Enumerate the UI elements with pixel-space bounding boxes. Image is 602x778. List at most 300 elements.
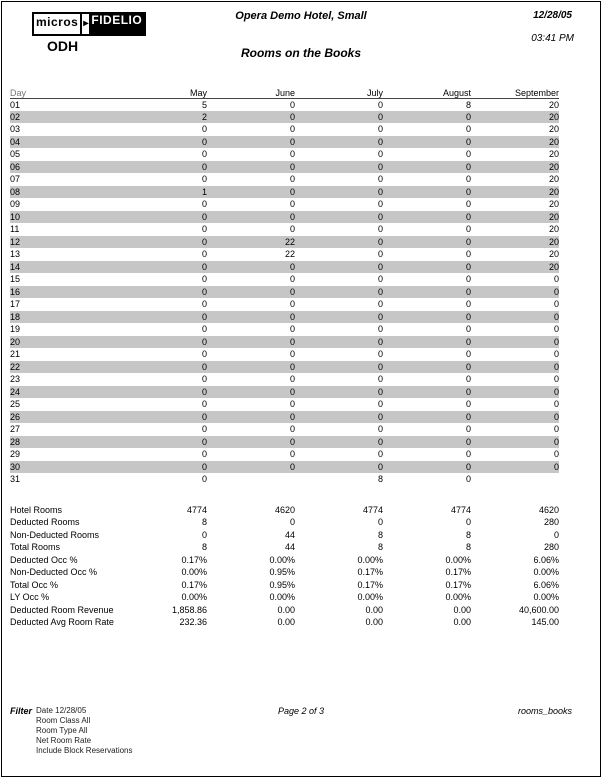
summary-label-cell: Deducted Occ %: [10, 554, 78, 565]
summary-label-cell: Hotel Rooms: [10, 504, 63, 515]
summary-label-cell: Total Occ %: [10, 579, 59, 590]
value-cell: 20: [548, 249, 559, 260]
value-cell: 0: [377, 374, 383, 385]
summary-value-cell: 0.00%: [533, 567, 559, 578]
summary-label-cell: Deducted Room Revenue: [10, 604, 114, 615]
summary-value-cell: 0.00%: [533, 592, 559, 603]
day-cell: 14: [10, 261, 21, 272]
value-cell: 0: [377, 386, 383, 397]
value-cell: 20: [548, 224, 559, 235]
day-cell: 20: [10, 336, 21, 347]
value-cell: 0: [465, 186, 471, 197]
day-cell: 01: [10, 99, 21, 110]
value-cell: 0: [465, 449, 471, 460]
value-cell: 0: [377, 449, 383, 460]
value-cell: 0: [201, 436, 207, 447]
value-cell: 0: [465, 199, 471, 210]
value-cell: 0: [465, 374, 471, 385]
value-cell: 0: [201, 449, 207, 460]
summary-value-cell: 4774: [186, 504, 207, 515]
value-cell: 0: [201, 424, 207, 435]
value-cell: 0: [201, 174, 207, 185]
value-cell: 0: [465, 286, 471, 297]
value-cell: 0: [201, 149, 207, 160]
value-cell: 0: [201, 311, 207, 322]
table-row: [10, 336, 559, 349]
summary-value-cell: 0: [465, 517, 471, 528]
value-cell: 0: [201, 261, 207, 272]
day-cell: 11: [10, 224, 20, 235]
day-cell: 18: [10, 311, 21, 322]
value-cell: 0: [289, 336, 295, 347]
value-cell: 0: [201, 211, 207, 222]
table-row: [10, 398, 559, 411]
value-cell: 0: [201, 386, 207, 397]
value-cell: 0: [465, 299, 471, 310]
value-cell: 0: [289, 186, 295, 197]
value-cell: 0: [553, 449, 559, 460]
filter-line: Net Room Rate: [36, 736, 92, 745]
summary-value-cell: 8: [201, 517, 207, 528]
value-cell: 0: [377, 286, 383, 297]
value-cell: 0: [201, 299, 207, 310]
summary-row: [10, 579, 559, 592]
value-cell: 0: [289, 386, 295, 397]
value-cell: 0: [289, 136, 295, 147]
value-cell: 0: [289, 449, 295, 460]
table-row: [10, 436, 559, 449]
table-header-row: [10, 84, 559, 98]
value-cell: 0: [289, 99, 295, 110]
summary-label-cell: Deducted Rooms: [10, 517, 80, 528]
value-cell: 0: [553, 361, 559, 372]
table-row: [10, 473, 559, 486]
summary-label-cell: LY Occ %: [10, 592, 50, 603]
column-header-may: May: [119, 84, 207, 98]
summary-value-cell: 0.00%: [357, 592, 383, 603]
value-cell: 0: [201, 224, 207, 235]
value-cell: 0: [465, 174, 471, 185]
filter-line: Room Type All: [36, 726, 88, 735]
day-cell: 29: [10, 449, 21, 460]
table-row: [10, 361, 559, 374]
report-header: [2, 2, 600, 84]
value-cell: 2: [201, 111, 207, 122]
value-cell: 0: [289, 424, 295, 435]
property-code: ODH: [47, 38, 79, 54]
value-cell: 0: [201, 236, 207, 247]
value-cell: 0: [465, 136, 471, 147]
value-cell: 0: [289, 124, 295, 135]
value-cell: 20: [548, 261, 559, 272]
logo-arrow-icon: ▸: [82, 12, 89, 36]
day-cell: 02: [10, 111, 21, 122]
table-row: [10, 173, 559, 186]
day-cell: 21: [10, 349, 21, 360]
value-cell: 20: [548, 136, 559, 147]
value-cell: 0: [377, 336, 383, 347]
value-cell: 0: [553, 399, 559, 410]
value-cell: 0: [553, 311, 559, 322]
value-cell: 5: [201, 99, 207, 110]
value-cell: 0: [465, 311, 471, 322]
value-cell: 0: [377, 299, 383, 310]
value-cell: 0: [289, 211, 295, 222]
rooms-table: [10, 84, 559, 486]
table-row: [10, 286, 559, 299]
value-cell: 0: [553, 436, 559, 447]
summary-row: [10, 541, 559, 554]
value-cell: 0: [201, 161, 207, 172]
value-cell: 0: [377, 461, 383, 472]
value-cell: 0: [201, 399, 207, 410]
table-row: [10, 198, 559, 211]
hotel-name: Opera Demo Hotel, Small: [235, 10, 367, 22]
summary-value-cell: 0: [289, 517, 295, 528]
value-cell: 0: [201, 249, 207, 260]
table-row: [10, 148, 559, 161]
value-cell: 0: [377, 161, 383, 172]
summary-table: [10, 504, 559, 629]
value-cell: 0: [465, 249, 471, 260]
summary-value-cell: 4620: [538, 504, 559, 515]
table-row: [10, 211, 559, 224]
value-cell: [471, 473, 559, 486]
value-cell: 0: [377, 111, 383, 122]
value-cell: 0: [377, 261, 383, 272]
table-row: [10, 461, 559, 474]
filter-label: Filter: [10, 706, 33, 716]
value-cell: 0: [465, 461, 471, 472]
page-number: Page 2 of 3: [277, 706, 325, 716]
value-cell: 0: [201, 274, 207, 285]
value-cell: 0: [465, 211, 471, 222]
value-cell: 0: [377, 224, 383, 235]
table-row: [10, 123, 559, 136]
value-cell: 0: [289, 399, 295, 410]
value-cell: 0: [553, 324, 559, 335]
value-cell: 20: [548, 236, 559, 247]
report-title: Rooms on the Books: [240, 46, 361, 60]
summary-row: [10, 516, 559, 529]
day-cell: 17: [10, 299, 21, 310]
summary-value-cell: 145.00: [531, 617, 559, 628]
value-cell: 0: [201, 286, 207, 297]
summary-value-cell: 0.17%: [181, 579, 207, 590]
summary-row: [10, 504, 559, 517]
value-cell: 0: [201, 461, 207, 472]
value-cell: 20: [548, 124, 559, 135]
summary-value-cell: 40,600.00: [518, 604, 559, 615]
summary-row: [10, 591, 559, 604]
value-cell: 1: [201, 186, 207, 197]
table-row: [10, 98, 559, 111]
summary-value-cell: 8: [465, 542, 471, 553]
value-cell: 20: [548, 161, 559, 172]
day-cell: 16: [10, 286, 21, 297]
value-cell: 0: [377, 186, 383, 197]
value-cell: 0: [553, 299, 559, 310]
summary-value-cell: 0.00: [365, 617, 383, 628]
table-row: [10, 448, 559, 461]
column-header-september: September: [471, 84, 559, 98]
table-row: [10, 136, 559, 149]
value-cell: 20: [548, 199, 559, 210]
value-cell: 0: [465, 236, 471, 247]
logo-micros-text: micros: [32, 12, 82, 36]
value-cell: 0: [289, 161, 295, 172]
day-cell: 09: [10, 199, 21, 210]
report-time: 03:41 PM: [531, 33, 574, 44]
summary-value-cell: 44: [284, 529, 295, 540]
value-cell: 0: [377, 99, 383, 110]
day-cell: 30: [10, 461, 21, 472]
day-cell: 26: [10, 411, 21, 422]
value-cell: 0: [289, 224, 295, 235]
value-cell: 20: [548, 186, 559, 197]
summary-row: [10, 604, 559, 617]
summary-value-cell: 4774: [362, 504, 383, 515]
value-cell: 0: [377, 136, 383, 147]
value-cell: 0: [289, 261, 295, 272]
value-cell: 0: [465, 274, 471, 285]
value-cell: 0: [465, 349, 471, 360]
value-cell: 0: [201, 361, 207, 372]
value-cell: 0: [289, 174, 295, 185]
value-cell: 0: [553, 374, 559, 385]
summary-value-cell: 0.17%: [445, 579, 471, 590]
value-cell: 0: [465, 386, 471, 397]
summary-value-cell: 0: [377, 517, 383, 528]
summary-table-body: [10, 504, 559, 629]
day-cell: 04: [10, 136, 21, 147]
value-cell: 0: [465, 224, 471, 235]
value-cell: 0: [289, 149, 295, 160]
summary-value-cell: 0.17%: [357, 567, 383, 578]
value-cell: 0: [289, 361, 295, 372]
summary-value-cell: 6.06%: [533, 579, 559, 590]
summary-value-cell: 4774: [450, 504, 471, 515]
value-cell: 0: [201, 124, 207, 135]
summary-label-cell: Total Rooms: [10, 542, 61, 553]
table-row: [10, 373, 559, 386]
filter-line: Include Block Reservations: [36, 746, 133, 755]
value-cell: 0: [465, 411, 471, 422]
value-cell: 0: [465, 324, 471, 335]
value-cell: 22: [284, 236, 295, 247]
summary-row: [10, 529, 559, 542]
value-cell: 0: [377, 199, 383, 210]
summary-value-cell: 0.17%: [181, 554, 207, 565]
column-header-july: July: [295, 84, 383, 98]
summary-value-cell: 280: [543, 542, 559, 553]
value-cell: 0: [465, 361, 471, 372]
report-file-name: rooms_books: [517, 706, 572, 716]
value-cell: 0: [201, 199, 207, 210]
value-cell: 0: [289, 324, 295, 335]
summary-value-cell: 1,858.86: [171, 604, 207, 615]
value-cell: 0: [553, 274, 559, 285]
day-cell: 19: [10, 324, 21, 335]
summary-value-cell: 6.06%: [533, 554, 559, 565]
value-cell: 8: [465, 99, 471, 110]
value-cell: 0: [377, 124, 383, 135]
summary-value-cell: 8: [201, 542, 207, 553]
summary-row: [10, 554, 559, 567]
logo-fidelio-text: FIDELIO: [89, 12, 146, 36]
value-cell: 20: [548, 111, 559, 122]
table-row: [10, 311, 559, 324]
table-row: [10, 411, 559, 424]
value-cell: 0: [201, 374, 207, 385]
table-row: [10, 161, 559, 174]
day-cell: 31: [10, 474, 21, 485]
value-cell: 0: [465, 111, 471, 122]
day-cell: 27: [10, 424, 21, 435]
summary-value-cell: 0.17%: [357, 579, 383, 590]
summary-label-cell: Non-Deducted Occ %: [10, 567, 98, 578]
value-cell: 20: [548, 211, 559, 222]
summary-label-cell: Deducted Avg Room Rate: [10, 617, 114, 628]
value-cell: 0: [201, 349, 207, 360]
day-cell: 23: [10, 374, 21, 385]
summary-value-cell: 4620: [274, 504, 295, 515]
day-cell: 13: [10, 249, 21, 260]
day-cell: 08: [10, 186, 21, 197]
summary-row: [10, 566, 559, 579]
value-cell: 0: [553, 336, 559, 347]
value-cell: 0: [377, 399, 383, 410]
summary-value-cell: 232.36: [179, 617, 207, 628]
day-cell: 12: [10, 236, 21, 247]
value-cell: 0: [377, 361, 383, 372]
summary-value-cell: 44: [284, 542, 295, 553]
table-row: [10, 261, 559, 274]
value-cell: 0: [201, 136, 207, 147]
summary-value-cell: 0: [553, 529, 559, 540]
value-cell: 22: [284, 249, 295, 260]
value-cell: 0: [377, 324, 383, 335]
table-row: [10, 236, 559, 249]
day-cell: 05: [10, 149, 21, 160]
value-cell: 0: [377, 274, 383, 285]
value-cell: 0: [377, 424, 383, 435]
rooms-table-body: [10, 98, 559, 486]
value-cell: 0: [465, 261, 471, 272]
summary-value-cell: 0.00: [453, 604, 471, 615]
summary-value-cell: 0: [201, 529, 207, 540]
column-header-day: Day: [10, 84, 119, 98]
value-cell: 0: [289, 411, 295, 422]
summary-value-cell: 0.00%: [269, 554, 295, 565]
day-cell: 10: [10, 211, 21, 222]
value-cell: 0: [377, 149, 383, 160]
value-cell: 0: [377, 174, 383, 185]
value-cell: 8: [377, 474, 383, 485]
summary-value-cell: 0.95%: [269, 567, 295, 578]
value-cell: 0: [201, 324, 207, 335]
value-cell: 20: [548, 174, 559, 185]
value-cell: 0: [465, 436, 471, 447]
summary-value-cell: 0.00%: [269, 592, 295, 603]
day-cell: 24: [10, 386, 21, 397]
value-cell: 0: [465, 424, 471, 435]
day-cell: 28: [10, 436, 21, 447]
value-cell: 0: [289, 311, 295, 322]
value-cell: 0: [201, 336, 207, 347]
summary-value-cell: 0.00%: [445, 554, 471, 565]
value-cell: 0: [465, 149, 471, 160]
summary-value-cell: 8: [465, 529, 471, 540]
summary-value-cell: 0.00%: [181, 567, 207, 578]
table-row: [10, 248, 559, 261]
summary-value-cell: 0.00: [365, 604, 383, 615]
value-cell: 0: [553, 424, 559, 435]
table-row: [10, 298, 559, 311]
value-cell: 0: [465, 161, 471, 172]
value-cell: 20: [548, 99, 559, 110]
value-cell: 0: [553, 286, 559, 297]
day-cell: 07: [10, 174, 21, 185]
value-cell: 0: [289, 436, 295, 447]
table-row: [10, 323, 559, 336]
day-cell: 15: [10, 274, 21, 285]
summary-value-cell: 280: [543, 517, 559, 528]
report-page: [1, 1, 601, 777]
table-row: [10, 111, 559, 124]
value-cell: 0: [201, 411, 207, 422]
summary-value-cell: 0.95%: [269, 579, 295, 590]
value-cell: 0: [553, 411, 559, 422]
value-cell: [207, 473, 295, 486]
value-cell: 0: [465, 474, 471, 485]
filter-line: Date 12/28/05: [36, 706, 87, 715]
value-cell: 0: [201, 474, 207, 485]
column-header-august: August: [383, 84, 471, 98]
value-cell: 0: [377, 249, 383, 260]
value-cell: 0: [289, 374, 295, 385]
value-cell: 0: [289, 274, 295, 285]
value-cell: 0: [377, 349, 383, 360]
value-cell: 0: [553, 461, 559, 472]
value-cell: 0: [553, 349, 559, 360]
summary-value-cell: 8: [377, 542, 383, 553]
value-cell: 0: [465, 124, 471, 135]
value-cell: 0: [289, 349, 295, 360]
table-row: [10, 423, 559, 436]
column-header-june: June: [207, 84, 295, 98]
summary-value-cell: 0.00%: [357, 554, 383, 565]
value-cell: 0: [465, 336, 471, 347]
summary-value-cell: 0.00: [277, 604, 295, 615]
summary-value-cell: 0.00: [453, 617, 471, 628]
value-cell: 0: [377, 236, 383, 247]
value-cell: 0: [377, 311, 383, 322]
value-cell: 0: [289, 461, 295, 472]
value-cell: 0: [465, 399, 471, 410]
table-row: [10, 386, 559, 399]
day-cell: 22: [10, 361, 21, 372]
value-cell: 20: [548, 149, 559, 160]
value-cell: 0: [553, 386, 559, 397]
summary-value-cell: 0.00%: [181, 592, 207, 603]
summary-row: [10, 616, 559, 629]
value-cell: 0: [377, 211, 383, 222]
table-row: [10, 223, 559, 236]
report-date: 12/28/05: [533, 10, 572, 21]
value-cell: 0: [289, 286, 295, 297]
value-cell: 0: [377, 411, 383, 422]
